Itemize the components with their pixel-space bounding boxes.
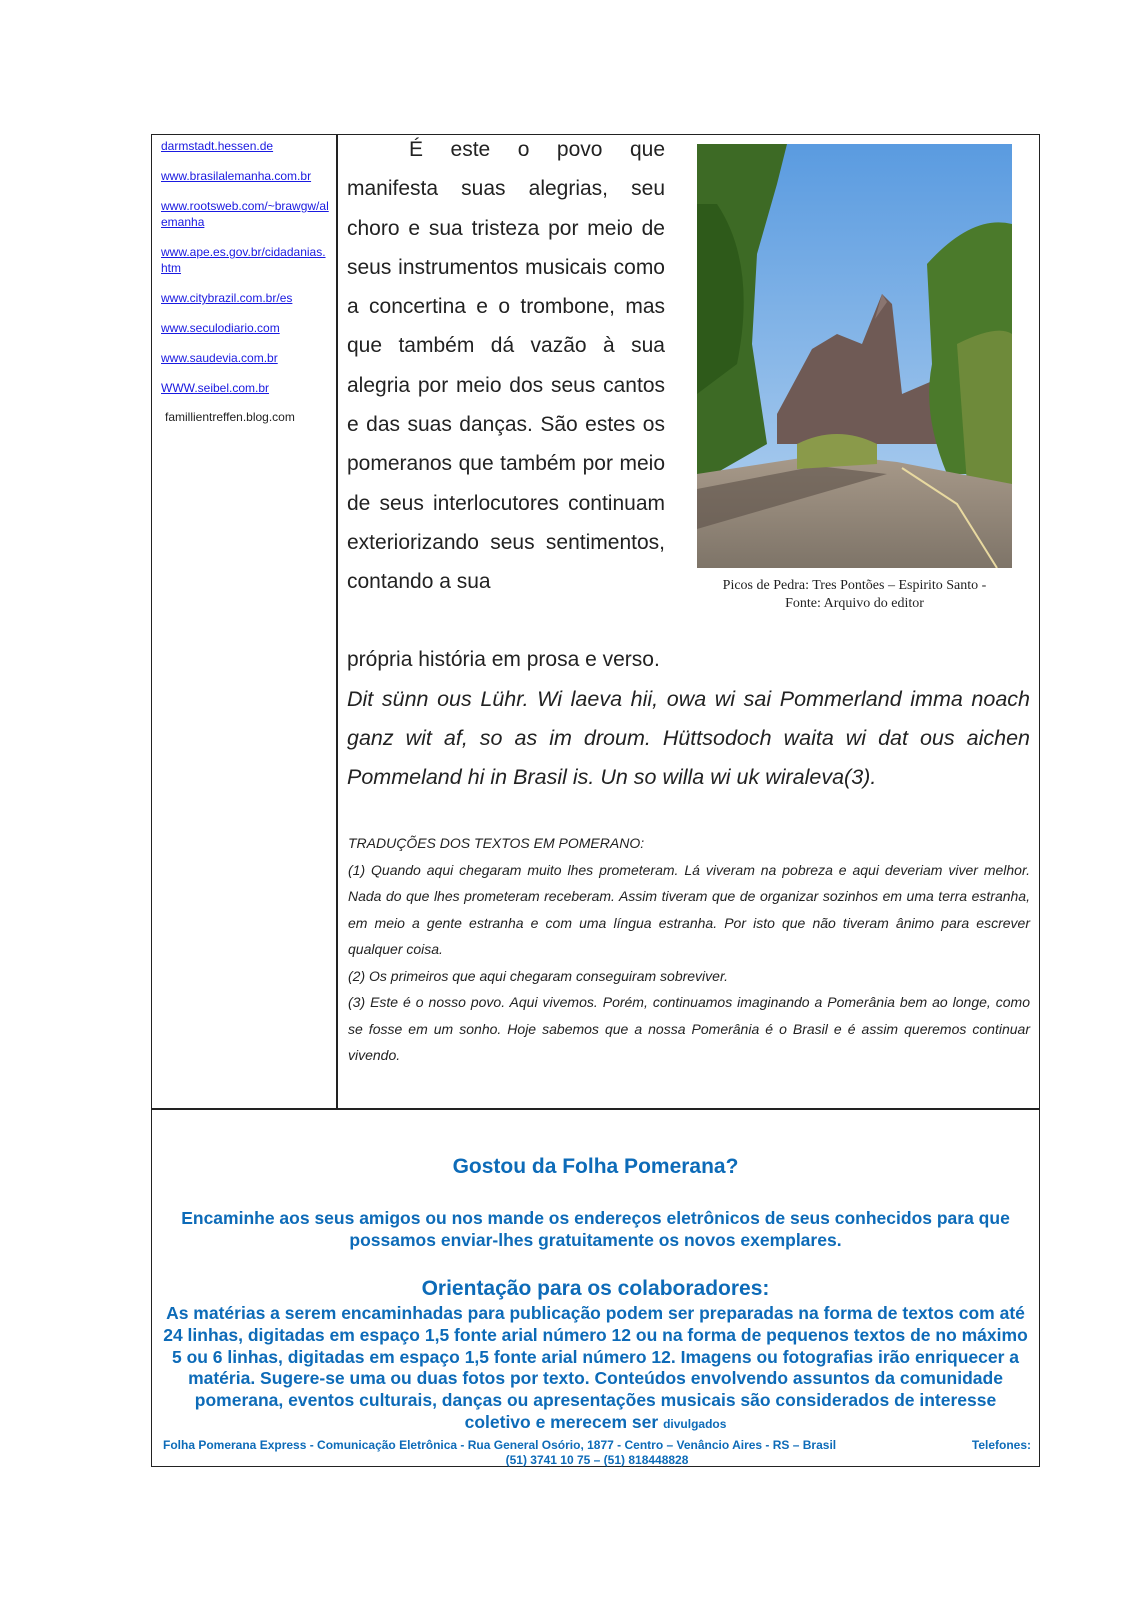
- blog-address: famillientreffen.blog.com: [165, 410, 295, 424]
- caption-line-2: Fonte: Arquivo do editor: [785, 596, 924, 611]
- footer-phones: (51) 3741 10 75 – (51) 818448828: [505, 1453, 689, 1467]
- translations-block: [348, 830, 1030, 1069]
- translation-2: (2) Os primeiros que aqui chegaram conseguiram sobreviver.: [348, 967, 728, 984]
- link-citybrazil[interactable]: www.citybrazil.com.br/es: [161, 291, 293, 305]
- link-ape[interactable]: www.ape.es.gov.br/cidadanias.htm: [161, 245, 326, 275]
- footer: [163, 1438, 1031, 1468]
- link-rootsweb[interactable]: www.rootsweb.com/~brawgw/alemanha: [161, 199, 329, 229]
- footer-phones-label: Telefones:: [971, 1438, 1031, 1452]
- footer-address: Folha Pomerana Express - Comunicação Eletrônica - Rua General Osório, 1877 - Centro – Venâncio Aires - RS – Brasil: [163, 1438, 837, 1452]
- link-brasilalemanha[interactable]: www.brasilalemanha.com.br: [161, 169, 312, 183]
- link-darmstadt[interactable]: darmstadt.hessen.de: [161, 139, 274, 153]
- translation-1: (1) Quando aqui chegaram muito lhes prometeram. Lá viveram na pobreza e aqui deveriam viver melhor. Nada do que lhes prometeram receberam. Assim tiveram que de organizar sozinhos em uma terra estranha, em meio a gente estranha e com uma língua estranha. Por isto que não tiveram ânimo para escrever qualquer coisa.: [348, 861, 1030, 957]
- column-divider: [336, 134, 338, 1109]
- first-word: É: [409, 138, 424, 161]
- paragraph-end: própria história em prosa e verso.: [347, 648, 660, 671]
- orientation-text: [155, 1303, 1036, 1436]
- paragraph-text: este o povo que manifesta suas alegrias, seu choro e sua tristeza por meio de seus instrumentos musicais como a concertina e o trombone, mas que também dá vazão à sua alegria por meio dos seus cantos e das suas danças. São estes os pomeranos que também por meio de seus interlocutores continuam exteriorizando seus sentimentos, contando a sua: [347, 138, 665, 594]
- promo-question: Gostou da Folha Pomerana?: [452, 1155, 739, 1178]
- landscape-photo: [697, 144, 1012, 568]
- section-divider: [151, 1108, 1040, 1110]
- sidebar-links: [161, 138, 329, 424]
- promo-text: Encaminhe aos seus amigos ou nos mande os endereços eletrônicos de seus conhecidos para que possamos enviar-lhes gratuitamente os novos exemplares.: [181, 1208, 1010, 1250]
- link-saudevia[interactable]: www.saudevia.com.br: [161, 351, 278, 365]
- caption-line-1: Picos de Pedra: Tres Pontões – Espirito Santo -: [722, 578, 987, 593]
- orientation-tail: divulgados: [663, 1416, 727, 1431]
- link-seculodiario[interactable]: www.seculodiario.com: [161, 321, 280, 335]
- orientation-body: As matérias a serem encaminhadas para publicação podem ser preparadas na forma de textos com até 24 linhas, digitadas em espaço 1,5 fonte arial número 12 ou na forma de pequenos textos de no máximo 5 ou 6 linhas, digitadas em espaço 1,5 fonte arial número 12. Imagens ou fotografias irão enriquecer a matéria. Sugere-se uma ou duas fotos por texto. Conteúdos envolvendo assuntos da comunidade pomerana, eventos culturais, danças ou apresentações musicais são considerados de interesse coletivo e merecem ser: [163, 1303, 1028, 1432]
- translations-heading: TRADUÇÕES DOS TEXTOS EM POMERANO:: [348, 835, 645, 851]
- article-paragraph: [347, 130, 665, 602]
- pomeranian-text: Dit sünn ous Lühr. Wi laeva hii, owa wi sai Pommerland imma noach ganz wit af, so as im droum. Hüttsodoch waita wi dat ous aichen Pommeland hi in Brasil is. Un so willa wi uk wiraleva(3).: [347, 687, 1030, 789]
- link-seibel[interactable]: WWW.seibel.com.br: [161, 381, 270, 395]
- orientation-heading: Orientação para os colaboradores:: [421, 1277, 770, 1300]
- translation-3: (3) Este é o nosso povo. Aqui vivemos. Porém, continuamos imaginando a Pomerânia bem ao longe, como se fosse em um sonho. Hoje sabemos que a nossa Pomerânia é o Brasil e é assim queremos continuar vivendo.: [348, 994, 1030, 1063]
- photo-caption: [697, 577, 1012, 613]
